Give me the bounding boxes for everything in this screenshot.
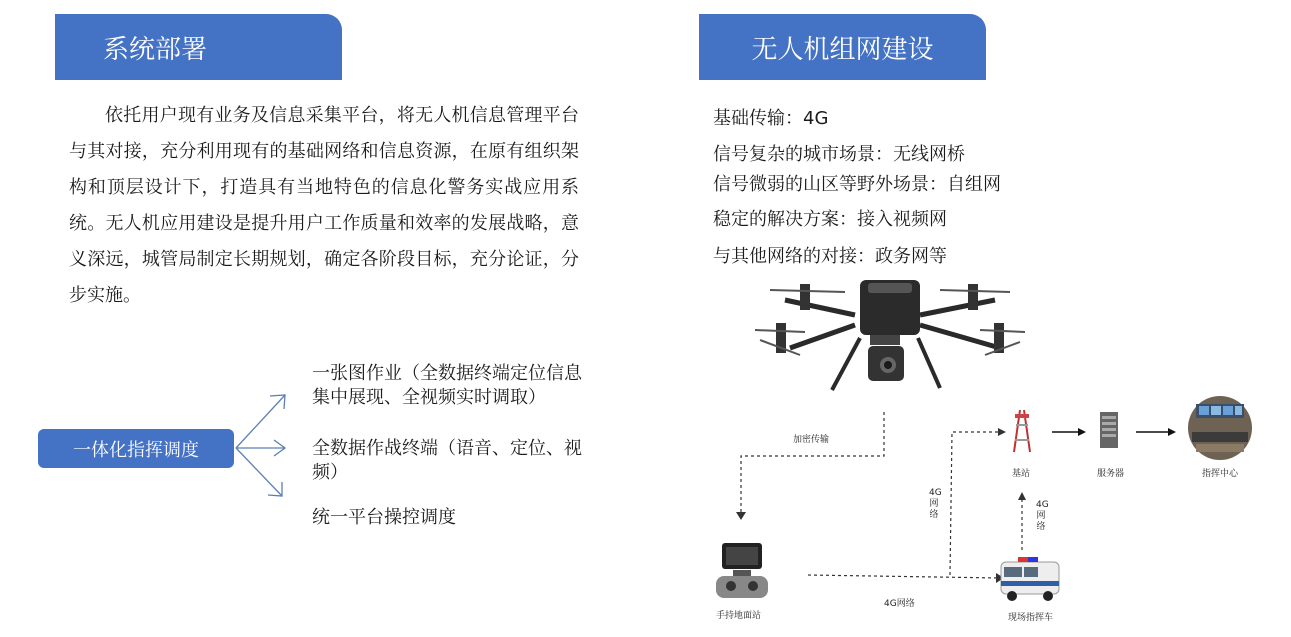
label-handheld-station: 手持地面站: [716, 611, 762, 621]
branch-platform: 统一平台操控调度: [312, 507, 456, 528]
controller-icon: [716, 543, 768, 598]
label-command-center: 指挥中心: [1202, 469, 1239, 479]
drone-icon: [755, 280, 1025, 390]
command-center-icon: [1188, 396, 1252, 460]
list-item: 与其他网络的对接：政务网等: [713, 246, 947, 267]
label-4g-horizontal: 4G网络: [884, 599, 915, 609]
label-base-station: 基站: [1012, 469, 1031, 479]
list-item: 基础传输：4G: [713, 108, 829, 129]
list-item: 稳定的解决方案：接入视频网: [713, 209, 947, 230]
label-4g-vertical-2: 4G网络: [1036, 500, 1049, 532]
list-item: 信号微弱的山区等野外场景：自组网: [713, 174, 1001, 195]
tower-icon: [1014, 410, 1030, 452]
branch-one-map: 一张图作业（全数据终端定位信息集中展现、全视频实时调取）: [312, 363, 582, 408]
label-4g-vertical-1: 4G网络: [929, 488, 942, 520]
label-server: 服务器: [1097, 469, 1125, 479]
deployment-paragraph: 依托用户现有业务及信息采集平台，将无人机信息管理平台与其对接，充分利用现有的基础网络和信息资源，在原有组织架构和顶层设计下，打造具有当地特色的信息化警务实战应用系统。无人机应用建设是提升用户工作质量和效率的发展战略，意义深远，城管局制定长期规划，确定各阶段目标，充分论证，分步实施。: [69, 105, 579, 306]
vehicle-icon: [1001, 557, 1059, 601]
section-header-title: 系统部署: [103, 34, 208, 65]
server-icon: [1100, 412, 1118, 448]
list-item: 信号复杂的城市场景：无线网桥: [713, 144, 965, 165]
label-command-vehicle: 现场指挥车: [1008, 613, 1054, 623]
label-encrypted-transmission: 加密传输: [793, 435, 830, 445]
section-header-title: 无人机组网建设: [751, 34, 934, 65]
dispatch-label: 一体化指挥调度: [73, 439, 199, 461]
branch-terminal: 全数据作战终端（语音、定位、视频）: [312, 438, 582, 483]
